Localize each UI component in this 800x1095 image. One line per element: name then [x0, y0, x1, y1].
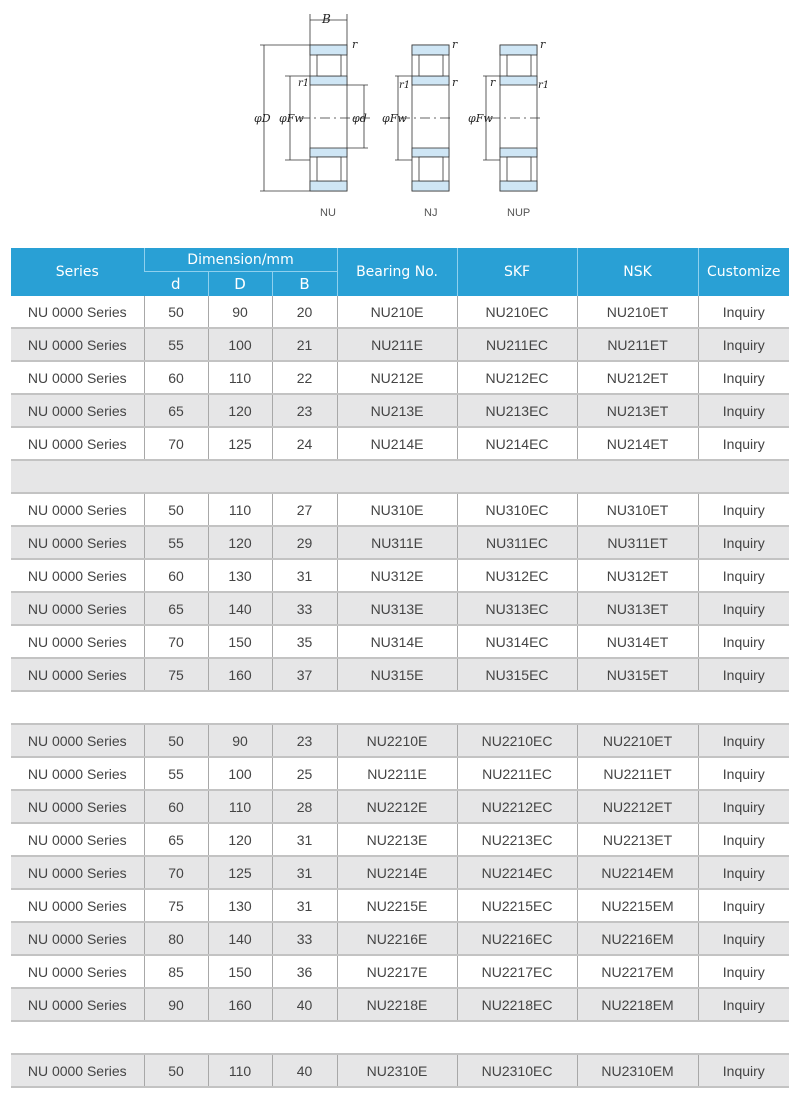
cell-skf: NU311EC	[457, 526, 577, 559]
cell-skf: NU315EC	[457, 658, 577, 691]
cell-d: 70	[144, 427, 208, 460]
cell-skf: NU212EC	[457, 361, 577, 394]
nu-label-phi-fw: φFw	[279, 112, 304, 125]
cell-d: 80	[144, 922, 208, 955]
cell-b: 25	[272, 757, 337, 790]
cell-d: 60	[144, 361, 208, 394]
table-row	[11, 955, 789, 988]
cell-d: 70	[144, 625, 208, 658]
cell-b: 37	[272, 658, 337, 691]
inquiry-link[interactable]: Inquiry	[698, 790, 789, 823]
cell-d: 120	[208, 823, 272, 856]
cell-series: NU 0000 Series	[11, 493, 144, 526]
cell-nsk: NU2214EM	[577, 856, 698, 889]
header-series: Series	[11, 248, 144, 296]
nu-label-r: r	[352, 38, 358, 51]
cell-skf: NU2216EC	[457, 922, 577, 955]
cell-d: 70	[144, 856, 208, 889]
cell-d: 55	[144, 328, 208, 361]
cell-b: 33	[272, 592, 337, 625]
header-b-width: B	[272, 272, 337, 297]
cell-series: NU 0000 Series	[11, 724, 144, 757]
cell-skf: NU214EC	[457, 427, 577, 460]
inquiry-link[interactable]: Inquiry	[698, 922, 789, 955]
inquiry-link[interactable]: Inquiry	[698, 526, 789, 559]
header-dimension: Dimension/mm	[144, 248, 337, 272]
table-row	[11, 625, 789, 658]
cell-nsk: NU213ET	[577, 394, 698, 427]
table-row	[11, 889, 789, 922]
cell-series: NU 0000 Series	[11, 427, 144, 460]
cell-b: 40	[272, 1054, 337, 1087]
nu-label-phi-d-inner: φd	[352, 112, 367, 125]
cell-nsk: NU311ET	[577, 526, 698, 559]
cell-nsk: NU2218EM	[577, 988, 698, 1021]
cell-skf: NU312EC	[457, 559, 577, 592]
cell-b: 23	[272, 724, 337, 757]
table-body	[11, 296, 789, 1087]
inquiry-link[interactable]: Inquiry	[698, 328, 789, 361]
inquiry-link[interactable]: Inquiry	[698, 361, 789, 394]
cell-d: 150	[208, 955, 272, 988]
cell-d: 50	[144, 493, 208, 526]
cell-bearing-no: NU2210E	[337, 724, 457, 757]
cell-d: 125	[208, 856, 272, 889]
cell-d: 140	[208, 922, 272, 955]
cell-nsk: NU2310EM	[577, 1054, 698, 1087]
cell-series: NU 0000 Series	[11, 328, 144, 361]
cell-d: 75	[144, 889, 208, 922]
table-row	[11, 922, 789, 955]
table-row	[11, 296, 789, 328]
table-row	[11, 823, 789, 856]
cell-b: 31	[272, 559, 337, 592]
cell-d: 55	[144, 757, 208, 790]
cell-series: NU 0000 Series	[11, 592, 144, 625]
cell-series: NU 0000 Series	[11, 658, 144, 691]
cell-series: NU 0000 Series	[11, 757, 144, 790]
inquiry-link[interactable]: Inquiry	[698, 625, 789, 658]
cell-b: 20	[272, 296, 337, 328]
nj-caption: NJ	[424, 207, 438, 219]
cell-skf: NU213EC	[457, 394, 577, 427]
inquiry-link[interactable]: Inquiry	[698, 724, 789, 757]
separator-cell	[11, 460, 789, 493]
cell-nsk: NU2212ET	[577, 790, 698, 823]
cell-b: 23	[272, 394, 337, 427]
cell-d: 85	[144, 955, 208, 988]
cell-d: 140	[208, 592, 272, 625]
cell-bearing-no: NU2211E	[337, 757, 457, 790]
cell-d: 65	[144, 394, 208, 427]
bearing-diagram	[240, 0, 560, 230]
nup-label-r-top: r	[540, 38, 546, 51]
inquiry-link[interactable]: Inquiry	[698, 988, 789, 1021]
cell-series: NU 0000 Series	[11, 955, 144, 988]
cell-nsk: NU210ET	[577, 296, 698, 328]
cell-d: 60	[144, 790, 208, 823]
cell-series: NU 0000 Series	[11, 889, 144, 922]
cell-d: 55	[144, 526, 208, 559]
cell-skf: NU2217EC	[457, 955, 577, 988]
inquiry-link[interactable]: Inquiry	[698, 757, 789, 790]
cell-d: 130	[208, 559, 272, 592]
inquiry-link[interactable]: Inquiry	[698, 559, 789, 592]
cell-skf: NU210EC	[457, 296, 577, 328]
inquiry-link[interactable]: Inquiry	[698, 493, 789, 526]
table-row	[11, 757, 789, 790]
cell-b: 31	[272, 889, 337, 922]
inquiry-link[interactable]: Inquiry	[698, 427, 789, 460]
cell-nsk: NU212ET	[577, 361, 698, 394]
cell-series: NU 0000 Series	[11, 296, 144, 328]
cell-d: 90	[144, 988, 208, 1021]
cell-d: 160	[208, 988, 272, 1021]
table-row	[11, 856, 789, 889]
cell-d: 120	[208, 526, 272, 559]
inquiry-link[interactable]: Inquiry	[698, 296, 789, 328]
header-bearing-no: Bearing No.	[337, 248, 457, 296]
cell-series: NU 0000 Series	[11, 625, 144, 658]
header-nsk: NSK	[577, 248, 698, 296]
nu-label-phi-d-outer: φD	[254, 112, 271, 125]
cell-bearing-no: NU310E	[337, 493, 457, 526]
inquiry-link[interactable]: Inquiry	[698, 856, 789, 889]
cell-d: 150	[208, 625, 272, 658]
cell-skf: NU310EC	[457, 493, 577, 526]
section-separator	[11, 691, 789, 724]
cell-d: 60	[144, 559, 208, 592]
table-row	[11, 790, 789, 823]
cell-b: 21	[272, 328, 337, 361]
cell-nsk: NU2215EM	[577, 889, 698, 922]
cell-b: 40	[272, 988, 337, 1021]
cell-bearing-no: NU2216E	[337, 922, 457, 955]
cell-series: NU 0000 Series	[11, 1054, 144, 1087]
cell-bearing-no: NU2310E	[337, 1054, 457, 1087]
cell-series: NU 0000 Series	[11, 361, 144, 394]
cell-nsk: NU310ET	[577, 493, 698, 526]
nu-label-r1: r1	[298, 78, 310, 89]
cell-series: NU 0000 Series	[11, 856, 144, 889]
cell-nsk: NU312ET	[577, 559, 698, 592]
cell-bearing-no: NU2215E	[337, 889, 457, 922]
nup-caption: NUP	[507, 207, 531, 219]
cell-skf: NU211EC	[457, 328, 577, 361]
cell-b: 22	[272, 361, 337, 394]
nup-label-r1: r1	[538, 80, 550, 91]
cell-nsk: NU313ET	[577, 592, 698, 625]
cell-series: NU 0000 Series	[11, 922, 144, 955]
cell-series: NU 0000 Series	[11, 394, 144, 427]
cell-nsk: NU211ET	[577, 328, 698, 361]
nj-label-r-top: r	[452, 38, 458, 51]
cell-bearing-no: NU2212E	[337, 790, 457, 823]
section-separator	[11, 460, 789, 493]
inquiry-link[interactable]: Inquiry	[698, 1054, 789, 1087]
cell-d: 65	[144, 592, 208, 625]
nj-label-r-inner: r	[452, 76, 458, 89]
cell-b: 36	[272, 955, 337, 988]
table-row	[11, 394, 789, 427]
cell-d: 110	[208, 790, 272, 823]
cell-d: 120	[208, 394, 272, 427]
header-skf: SKF	[457, 248, 577, 296]
table-row	[11, 1054, 789, 1087]
cell-nsk: NU2210ET	[577, 724, 698, 757]
cell-d: 50	[144, 296, 208, 328]
cell-bearing-no: NU312E	[337, 559, 457, 592]
cell-d: 50	[144, 1054, 208, 1087]
cell-d: 130	[208, 889, 272, 922]
nj-label-phi-fw: φFw	[382, 112, 407, 125]
inquiry-link[interactable]: Inquiry	[698, 592, 789, 625]
cell-skf: NU2210EC	[457, 724, 577, 757]
cell-b: 24	[272, 427, 337, 460]
table-row	[11, 559, 789, 592]
cell-skf: NU2213EC	[457, 823, 577, 856]
cell-b: 28	[272, 790, 337, 823]
cell-d: 160	[208, 658, 272, 691]
inquiry-link[interactable]: Inquiry	[698, 394, 789, 427]
inquiry-link[interactable]: Inquiry	[698, 658, 789, 691]
cell-nsk: NU2217EM	[577, 955, 698, 988]
cell-bearing-no: NU2218E	[337, 988, 457, 1021]
cell-skf: NU2218EC	[457, 988, 577, 1021]
cell-b: 31	[272, 823, 337, 856]
cell-d: 90	[208, 724, 272, 757]
cell-d: 100	[208, 328, 272, 361]
table-row	[11, 328, 789, 361]
cell-skf: NU2310EC	[457, 1054, 577, 1087]
header-d-outer: D	[208, 272, 272, 297]
cell-series: NU 0000 Series	[11, 559, 144, 592]
table-row	[11, 724, 789, 757]
cell-nsk: NU2213ET	[577, 823, 698, 856]
cell-bearing-no: NU314E	[337, 625, 457, 658]
cell-bearing-no: NU315E	[337, 658, 457, 691]
table-row	[11, 658, 789, 691]
cell-skf: NU2214EC	[457, 856, 577, 889]
table-row	[11, 592, 789, 625]
cell-bearing-no: NU212E	[337, 361, 457, 394]
cell-b: 31	[272, 856, 337, 889]
cell-skf: NU313EC	[457, 592, 577, 625]
cell-d: 110	[208, 361, 272, 394]
table-row	[11, 361, 789, 394]
cell-d: 75	[144, 658, 208, 691]
cell-bearing-no: NU2217E	[337, 955, 457, 988]
cell-skf: NU2211EC	[457, 757, 577, 790]
cell-b: 33	[272, 922, 337, 955]
cell-series: NU 0000 Series	[11, 823, 144, 856]
nu-caption: NU	[320, 207, 336, 219]
nup-label-phi-fw: φFw	[468, 112, 493, 125]
cell-d: 90	[208, 296, 272, 328]
separator-cell	[11, 1021, 789, 1054]
inquiry-link[interactable]: Inquiry	[698, 823, 789, 856]
table-row	[11, 526, 789, 559]
header-d-inner: d	[144, 272, 208, 297]
cell-skf: NU2212EC	[457, 790, 577, 823]
cell-series: NU 0000 Series	[11, 526, 144, 559]
header-customize: Customize	[698, 248, 789, 296]
cell-skf: NU2215EC	[457, 889, 577, 922]
nup-label-r-left: r	[490, 76, 496, 89]
cell-bearing-no: NU2213E	[337, 823, 457, 856]
cell-nsk: NU315ET	[577, 658, 698, 691]
separator-cell	[11, 691, 789, 724]
bearing-spec-table	[11, 248, 789, 1088]
section-separator	[11, 1021, 789, 1054]
cell-nsk: NU2211ET	[577, 757, 698, 790]
cell-d: 110	[208, 1054, 272, 1087]
cell-bearing-no: NU311E	[337, 526, 457, 559]
cell-d: 110	[208, 493, 272, 526]
cell-series: NU 0000 Series	[11, 790, 144, 823]
nj-label-r1: r1	[399, 80, 411, 91]
cell-bearing-no: NU213E	[337, 394, 457, 427]
table-row	[11, 427, 789, 460]
cell-d: 100	[208, 757, 272, 790]
cell-bearing-no: NU210E	[337, 296, 457, 328]
cell-bearing-no: NU2214E	[337, 856, 457, 889]
cell-nsk: NU214ET	[577, 427, 698, 460]
nu-label-b: B	[322, 12, 331, 26]
cell-bearing-no: NU211E	[337, 328, 457, 361]
inquiry-link[interactable]: Inquiry	[698, 955, 789, 988]
cell-skf: NU314EC	[457, 625, 577, 658]
cell-nsk: NU2216EM	[577, 922, 698, 955]
cell-d: 125	[208, 427, 272, 460]
cell-series: NU 0000 Series	[11, 988, 144, 1021]
table-row	[11, 988, 789, 1021]
inquiry-link[interactable]: Inquiry	[698, 889, 789, 922]
cell-d: 65	[144, 823, 208, 856]
cell-nsk: NU314ET	[577, 625, 698, 658]
cell-d: 50	[144, 724, 208, 757]
cell-b: 27	[272, 493, 337, 526]
cell-bearing-no: NU313E	[337, 592, 457, 625]
cell-bearing-no: NU214E	[337, 427, 457, 460]
cell-b: 29	[272, 526, 337, 559]
cell-b: 35	[272, 625, 337, 658]
table-row	[11, 493, 789, 526]
